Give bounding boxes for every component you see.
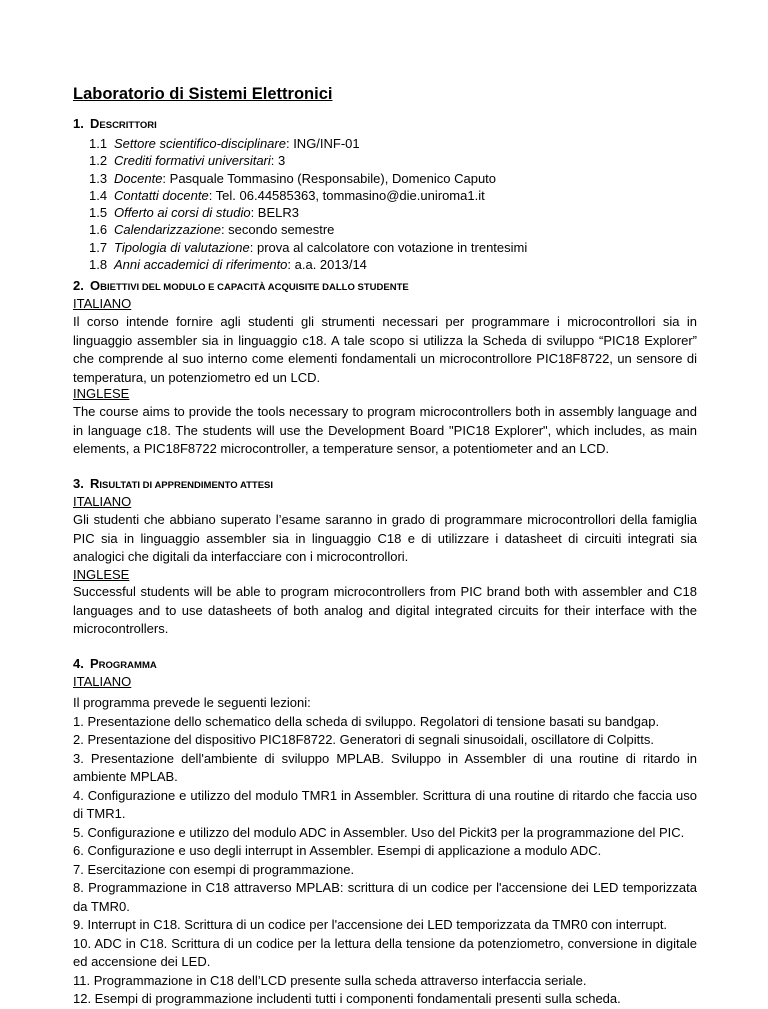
descriptor-item: 1.3 Docente: Pasquale Tommasino (Responsabile), Domenico Caputo [89, 170, 497, 186]
section-4-heading: 4. PROGRAMMA [73, 656, 157, 671]
lesson-item: 12. Esempi di programmazione includenti tutti i componenti fondamentali presenti sulla scheda. [73, 991, 621, 1006]
descriptor-item: 1.2 Crediti formativi universitari: 3 [89, 153, 286, 169]
lesson-item: 7. Esercitazione con esempi di programmazione. [73, 861, 355, 877]
lesson-item: 5. Configurazione e utilizzo del modulo ADC in Assembler. Uso del Pickit3 per la programmazione del PIC. [73, 824, 685, 840]
objectives-italiano-text: Il corso intende fornire agli studenti gli strumenti necessari per programmare i microcontrollori sia in linguaggio assembler sia in linguaggio c18. A tale scopo si utilizza la Scheda di sviluppo “PIC18 Explorer” che comprende al suo interno come elementi fondamentali un microcontrollore PIC18F8722, un sensore di temperatura, un potenziometro ed un LCD. [73, 314, 697, 385]
lesson-item: 4. Configurazione e utilizzo del modulo TMR1 in Assembler. Scrittura di una routine di ritardo che faccia uso di TMR1. [73, 787, 697, 821]
lesson-item: 6. Configurazione e uso degli interrupt in Assembler. Esempi di applicazione a modulo ADC. [73, 843, 602, 858]
italiano-label: ITALIANO [73, 296, 132, 311]
objectives-inglese-text: The course aims to provide the tools necessary to program microcontrollers both in assembly language and in language c18. The students will use the Development Board "PIC18 Explorer", which includes, as main elements, a PIC18F8722 microcontroller, a temperature sensor, a potentiometer and an LCD. [73, 404, 697, 456]
descriptor-item: 1.1 Settore scientifico-disciplinare: ING/INF-01 [89, 136, 360, 151]
lesson-list [73, 694, 697, 1009]
italiano-label: ITALIANO [73, 674, 132, 689]
descriptor-list [89, 135, 527, 273]
descriptor-item: 1.6 Calendarizzazione: secondo semestre [89, 222, 335, 238]
inglese-label: INGLESE [73, 386, 130, 401]
section-2-heading: 2. OBIETTIVI DEL MODULO E CAPACITÀ ACQUISITE DALLO STUDENTE [73, 278, 409, 293]
descriptor-item: 1.4 Contatti docente: Tel. 06.44585363, tommasino@die.uniroma1.it [89, 187, 485, 203]
page-title: Laboratorio di Sistemi Elettronici [73, 85, 333, 103]
descriptor-item: 1.5 Offerto ai corsi di studio: BELR3 [89, 205, 299, 221]
results-inglese-text: Successful students will be able to program microcontrollers from PIC brand both with assembler and C18 languages and to use datasheets of both analog and digital integrated circuits for their interface with the microcontrollers. [73, 584, 697, 636]
italiano-label: ITALIANO [73, 494, 132, 509]
inglese-label: INGLESE [73, 567, 130, 582]
lesson-item: 9. Interrupt in C18. Scrittura di un codice per l'accensione dei LED temporizzata da TMR0 con interrupt. [73, 917, 668, 932]
lesson-item: 1. Presentazione dello schematico della scheda di sviluppo. Regolatori di tensione basati su bandgap. [73, 713, 660, 729]
lesson-item: 8. Programmazione in C18 attraverso MPLAB: scrittura di un codice per l'accensione dei LED temporizzata da TMR0. [73, 880, 697, 914]
section-1-heading: 1. DESCRITTORI [73, 116, 157, 131]
descriptor-item: 1.7 Tipologia di valutazione: prova al calcolatore con votazione in trentesimi [89, 239, 528, 255]
lesson-item: 10. ADC in C18. Scrittura di un codice per la lettura della tensione da potenziometro, conversione in digitale ed accensione dei LED. [73, 935, 697, 969]
section-3-heading: 3. RISULTATI DI APPRENDIMENTO ATTESI [73, 476, 274, 491]
program-intro: Il programma prevede le seguenti lezioni: [73, 695, 311, 710]
lesson-item: 11. Programmazione in C18 dell’LCD presente sulla scheda attraverso interfaccia seriale. [73, 972, 587, 988]
lesson-item: 2. Presentazione del dispositivo PIC18F8722. Generatori di segnali sinusoidali, oscillatore di Colpitts. [73, 732, 654, 747]
lesson-item: 3. Presentazione dell'ambiente di sviluppo MPLAB. Sviluppo in Assembler di una routine di ritardo in ambiente MPLAB. [73, 750, 697, 784]
descriptor-item: 1.8 Anni accademici di riferimento: a.a. 2013/14 [89, 257, 367, 273]
results-italiano-text: Gli studenti che abbiano superato l’esame saranno in grado di programmare microcontrollori della famiglia PIC sia in linguaggio assembler sia in linguaggio C18 e di utilizzare i datasheet di circuiti integrati sia analogici che digitali da interfacciare con i microcontrollori. [73, 512, 697, 564]
